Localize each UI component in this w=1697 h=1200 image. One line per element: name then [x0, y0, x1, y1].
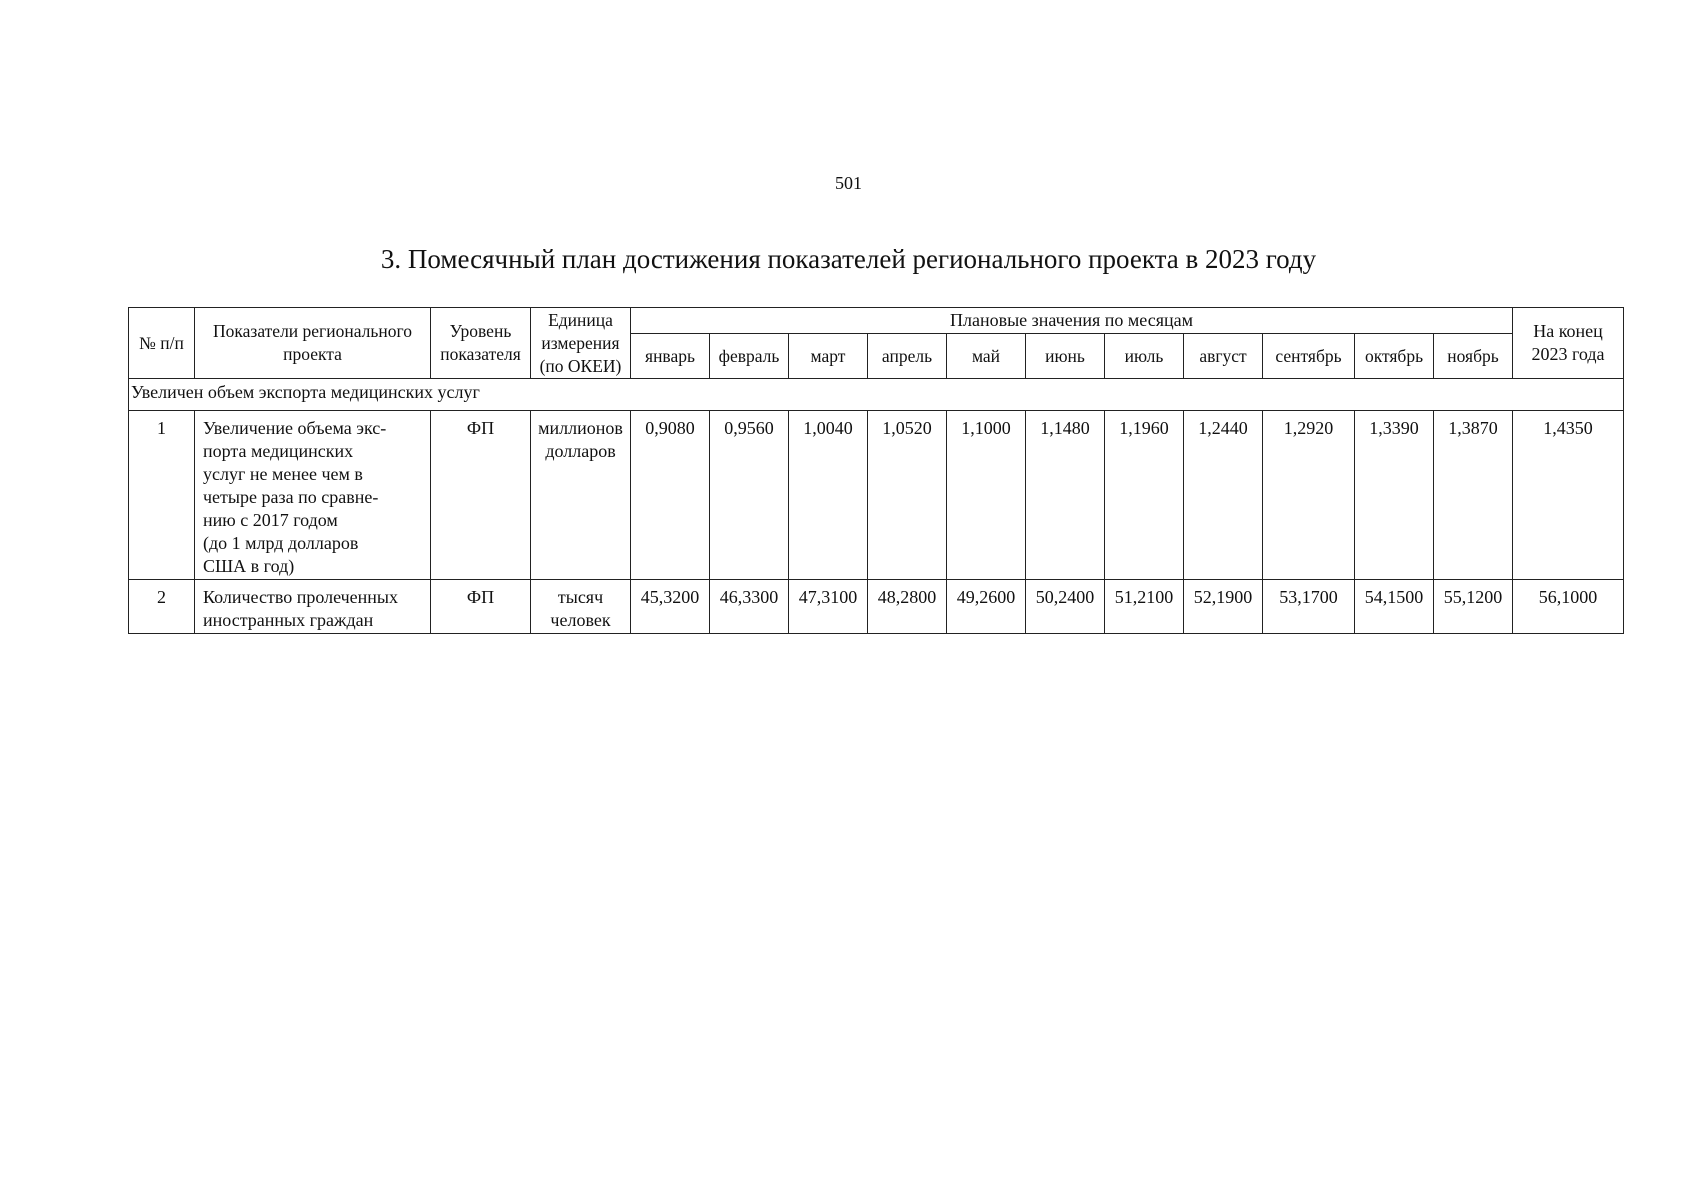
row-unit [531, 411, 631, 580]
page-title: 3. Помесячный план достижения показателей регионального проекта в 2023 году [380, 244, 1317, 274]
row-month-value: 55,1200 [1434, 580, 1513, 634]
header-year-end-line: 2023 года [1531, 344, 1605, 364]
row-unit-line: человек [550, 610, 611, 630]
header-num: № п/п [129, 308, 195, 379]
row-indicator-line: США в год) [203, 556, 295, 576]
row-unit [531, 580, 631, 634]
header-indicator [195, 308, 431, 379]
header-month: февраль [710, 334, 789, 379]
row-month-value: 1,1000 [947, 411, 1026, 580]
table-row [129, 580, 1624, 634]
row-unit-line: тысяч [557, 587, 604, 607]
header-unit-line: Единица [548, 309, 613, 330]
header-unit-line: измерения [541, 332, 620, 353]
header-month: август [1184, 334, 1263, 379]
page-number: 501 [835, 173, 862, 193]
header-indicator-line: проекта [283, 344, 342, 364]
row-month-value: 47,3100 [789, 580, 868, 634]
row-month-value: 1,1960 [1105, 411, 1184, 580]
header-year-end-line: На конец [1533, 321, 1603, 341]
row-level: ФП [431, 411, 531, 580]
row-year-end-value: 56,1000 [1513, 580, 1624, 634]
header-month: июнь [1026, 334, 1105, 379]
section-row [129, 379, 1624, 411]
row-indicator-line: нию с 2017 годом [203, 510, 338, 530]
row-num: 1 [129, 411, 195, 580]
row-month-value: 1,2440 [1184, 411, 1263, 580]
row-month-value: 1,2920 [1263, 411, 1355, 580]
row-month-value: 46,3300 [710, 580, 789, 634]
row-indicator-line: (до 1 млрд долларов [203, 533, 359, 553]
row-indicator-line: порта медицинских [203, 441, 354, 461]
row-indicator-name [195, 411, 431, 580]
row-month-value: 50,2400 [1026, 580, 1105, 634]
row-month-value: 1,3870 [1434, 411, 1513, 580]
header-month: апрель [868, 334, 947, 379]
header-row-top [129, 308, 1624, 334]
row-month-value: 51,2100 [1105, 580, 1184, 634]
row-indicator-line: услуг не менее чем в [203, 464, 363, 484]
row-month-value: 1,0040 [789, 411, 868, 580]
row-month-value: 1,0520 [868, 411, 947, 580]
section-title: Увеличен объем экспорта медицинских услуг [129, 379, 1624, 411]
monthly-plan-table [128, 307, 1624, 634]
header-level-line: показателя [440, 344, 521, 364]
row-unit-line: долларов [545, 441, 616, 461]
table-row [129, 411, 1624, 580]
header-month: ноябрь [1434, 334, 1513, 379]
row-month-value: 54,1500 [1355, 580, 1434, 634]
row-year-end-value: 1,4350 [1513, 411, 1624, 580]
row-unit-line: миллионов [538, 418, 623, 438]
header-month: июль [1105, 334, 1184, 379]
row-indicator-line: Увеличение объема экс- [203, 418, 387, 438]
header-month: май [947, 334, 1026, 379]
header-level [431, 308, 531, 379]
row-month-value: 53,1700 [1263, 580, 1355, 634]
row-level: ФП [431, 580, 531, 634]
row-num: 2 [129, 580, 195, 634]
header-year-end [1513, 308, 1624, 379]
row-month-value: 49,2600 [947, 580, 1026, 634]
row-month-value: 0,9560 [710, 411, 789, 580]
header-month: октябрь [1355, 334, 1434, 379]
header-unit [531, 308, 631, 379]
row-month-value: 52,1900 [1184, 580, 1263, 634]
row-month-value: 0,9080 [631, 411, 710, 580]
row-month-value: 1,1480 [1026, 411, 1105, 580]
header-unit-line: (по ОКЕИ) [539, 355, 622, 376]
header-month: сентябрь [1263, 334, 1355, 379]
header-indicator-line: Показатели регионального [213, 321, 412, 341]
header-level-line: Уровень [449, 321, 512, 341]
row-month-value: 48,2800 [868, 580, 947, 634]
row-month-value: 45,3200 [631, 580, 710, 634]
row-indicator-line: Количество пролеченных [203, 587, 399, 607]
row-indicator-name [195, 580, 431, 634]
row-month-value: 1,3390 [1355, 411, 1434, 580]
header-month: январь [631, 334, 710, 379]
row-indicator-line: иностранных граждан [203, 610, 374, 630]
row-indicator-line: четыре раза по сравне- [203, 487, 379, 507]
header-plan-group: Плановые значения по месяцам [631, 308, 1513, 334]
header-month: март [789, 334, 868, 379]
